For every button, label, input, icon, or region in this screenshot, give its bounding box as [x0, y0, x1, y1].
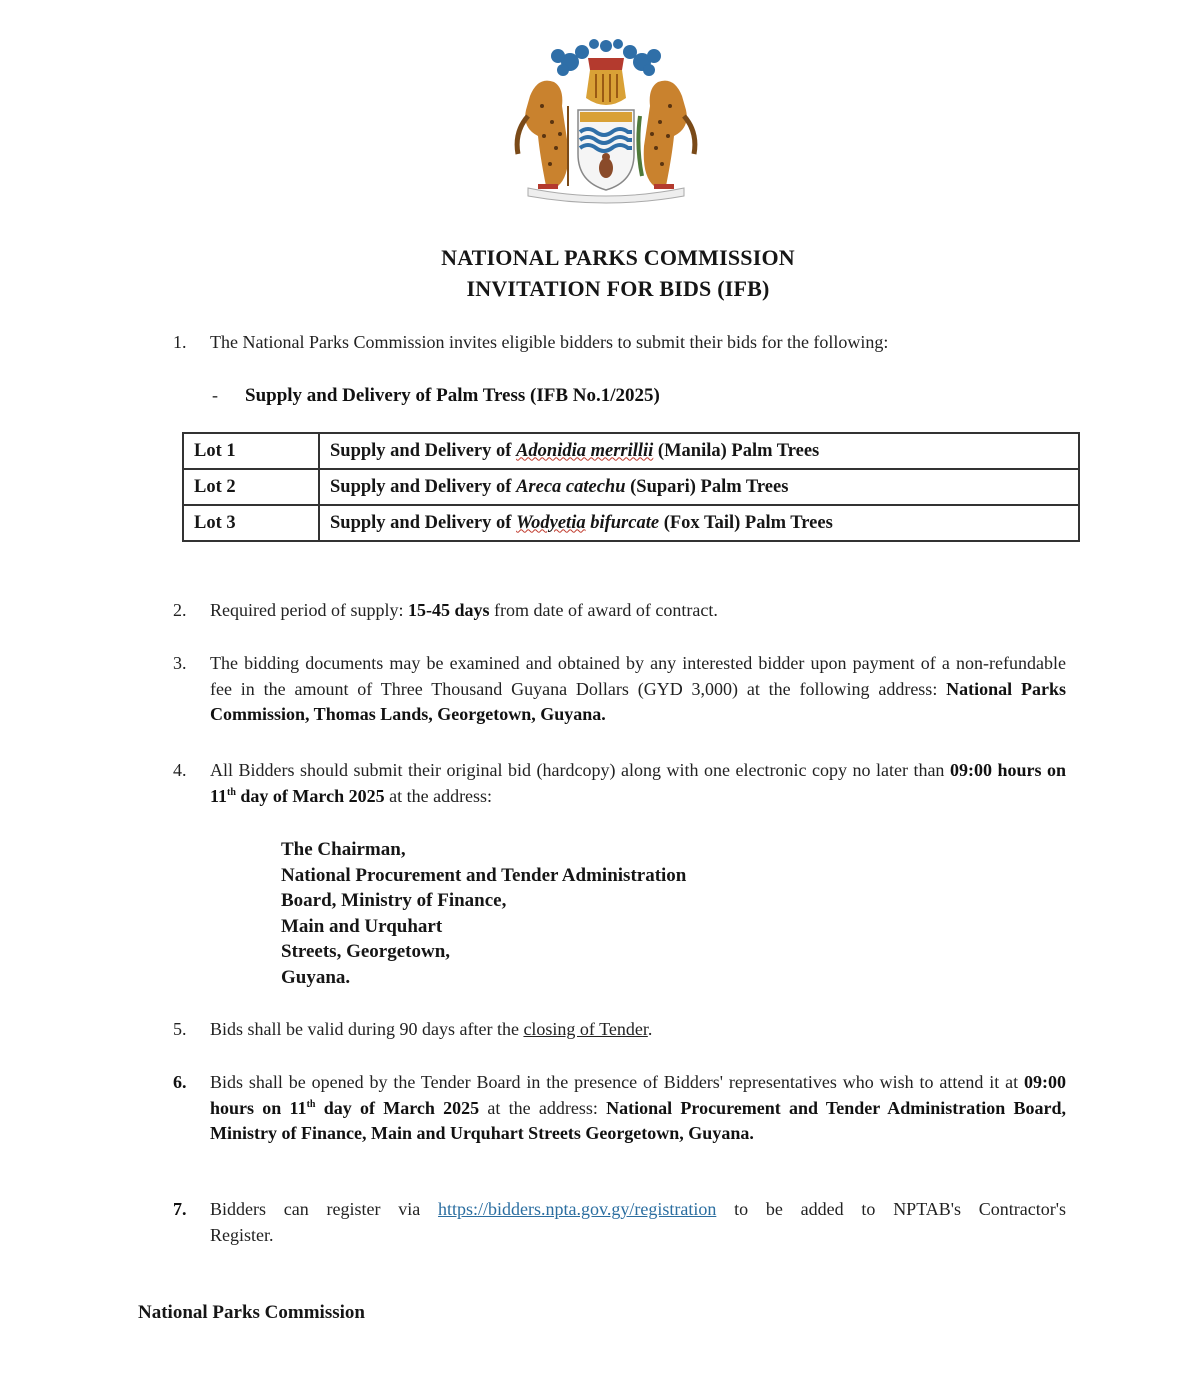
lot-prefix: Supply and Delivery of: [330, 476, 517, 497]
lot-species: Areca catechu: [516, 476, 626, 497]
address-line: Guyana.: [281, 966, 351, 988]
item-text: [210, 651, 1066, 728]
jaguar-right: [638, 81, 694, 186]
lot-suffix: (Manila) Palm Trees: [653, 440, 820, 461]
lots-table: [182, 432, 1080, 542]
coat-of-arms-emblem: [508, 36, 704, 206]
opening-address: National Procurement and Tender Administration Board, Ministry of Finance, Main and Urquhart Streets Georgetown, Guyana.: [210, 1097, 1066, 1143]
lot-label: Lot 2: [183, 469, 319, 505]
item-number: 5.: [173, 1019, 187, 1039]
text-run: day of March 2025: [315, 1097, 480, 1118]
ordinal-suffix: th: [227, 786, 236, 798]
text-run: at the address:: [479, 1097, 607, 1118]
item-number: 7.: [173, 1199, 187, 1219]
lot-prefix: Supply and Delivery of: [330, 440, 517, 461]
supply-period: 15-45 days: [407, 600, 490, 620]
text-run: from date of award of contract.: [489, 600, 718, 620]
lot-label: Lot 3: [183, 505, 319, 541]
item-text: The National Parks Commission invites eligible bidders to submit their bids for the following:: [210, 332, 889, 352]
lot-species-epithet: bifurcate: [585, 512, 660, 533]
text-run: The bidding documents may be examined and obtained by any interested bidder upon payment of a non-refundable fee in the amount of Three Thousand Guyana Dollars (GYD 3,000) at the following address:: [210, 653, 1066, 699]
lot-suffix: (Fox Tail) Palm Trees: [659, 512, 833, 533]
submission-address: [281, 837, 686, 990]
item-text: [210, 598, 1066, 624]
item-text: [210, 1197, 1066, 1248]
doc-title: INVITATION FOR BIDS (IFB): [466, 276, 770, 301]
plume-right: [623, 45, 661, 76]
lot-description: [319, 505, 1079, 541]
lot-species: Adonidia merrillii: [516, 440, 654, 461]
text-run: Bidders can register via: [210, 1199, 439, 1219]
ifb-title: Supply and Delivery of Palm Tress (IFB No.1/2025): [245, 385, 660, 406]
address-line: National Procurement and Tender Administration: [281, 864, 687, 886]
address-line: The Chairman,: [281, 839, 406, 860]
lot-description: [319, 433, 1079, 469]
text-run: day of March 2025: [235, 785, 385, 806]
bullet-dash: -: [212, 385, 218, 405]
plume-left: [551, 45, 589, 76]
ordinal-suffix: th: [306, 1098, 316, 1110]
address-line: Streets, Georgetown,: [281, 941, 451, 962]
closing-of-tender: closing of Tender: [523, 1019, 648, 1039]
item-number: 4.: [173, 760, 187, 780]
table-row: [183, 505, 1079, 541]
text-run: 09:00 hours on 11: [210, 1072, 1066, 1118]
text-run: Bids shall be valid during 90 days after the: [210, 1019, 524, 1039]
item-number: 2.: [173, 600, 187, 620]
text-run: at the address:: [384, 785, 493, 806]
table-row: [183, 433, 1079, 469]
text-run: Required period of supply:: [210, 600, 408, 620]
jaguar-left: [517, 81, 568, 186]
pickup-address: National Parks Commission, Thomas Lands, Georgetown, Guyana.: [210, 678, 1066, 724]
item-number: 1.: [173, 332, 187, 352]
lot-label: Lot 1: [183, 433, 319, 469]
table-row: [183, 469, 1079, 505]
address-line: Board, Ministry of Finance,: [281, 890, 507, 911]
signature-line: National Parks Commission: [138, 1302, 365, 1323]
org-title: NATIONAL PARKS COMMISSION: [441, 245, 795, 270]
registration-link[interactable]: https://bidders.npta.gov.gy/registration: [438, 1199, 717, 1219]
item-text: [210, 758, 1066, 809]
item-text: [210, 1070, 1066, 1147]
item-text: [210, 1017, 1066, 1043]
text-run: to be added to NPTAB's Contractor's Register.: [210, 1199, 1067, 1245]
lot-suffix: (Supari) Palm Trees: [625, 476, 789, 497]
lot-species-genus: Wodyetia: [516, 512, 586, 533]
lot-prefix: Supply and Delivery of: [330, 512, 517, 533]
address-line: Main and Urquhart: [281, 915, 443, 937]
text-run: All Bidders should submit their original bid (hardcopy) along with one electronic copy no later than: [210, 760, 950, 780]
item-number: 3.: [173, 653, 187, 673]
text-run: 09:00 hours on 11: [210, 760, 1066, 806]
item-number: 6.: [173, 1072, 187, 1092]
text-run: Bids shall be opened by the Tender Board in the presence of Bidders' representatives who wish to attend it at: [210, 1072, 1024, 1092]
text-run: .: [647, 1019, 653, 1039]
lot-description: [319, 469, 1079, 505]
